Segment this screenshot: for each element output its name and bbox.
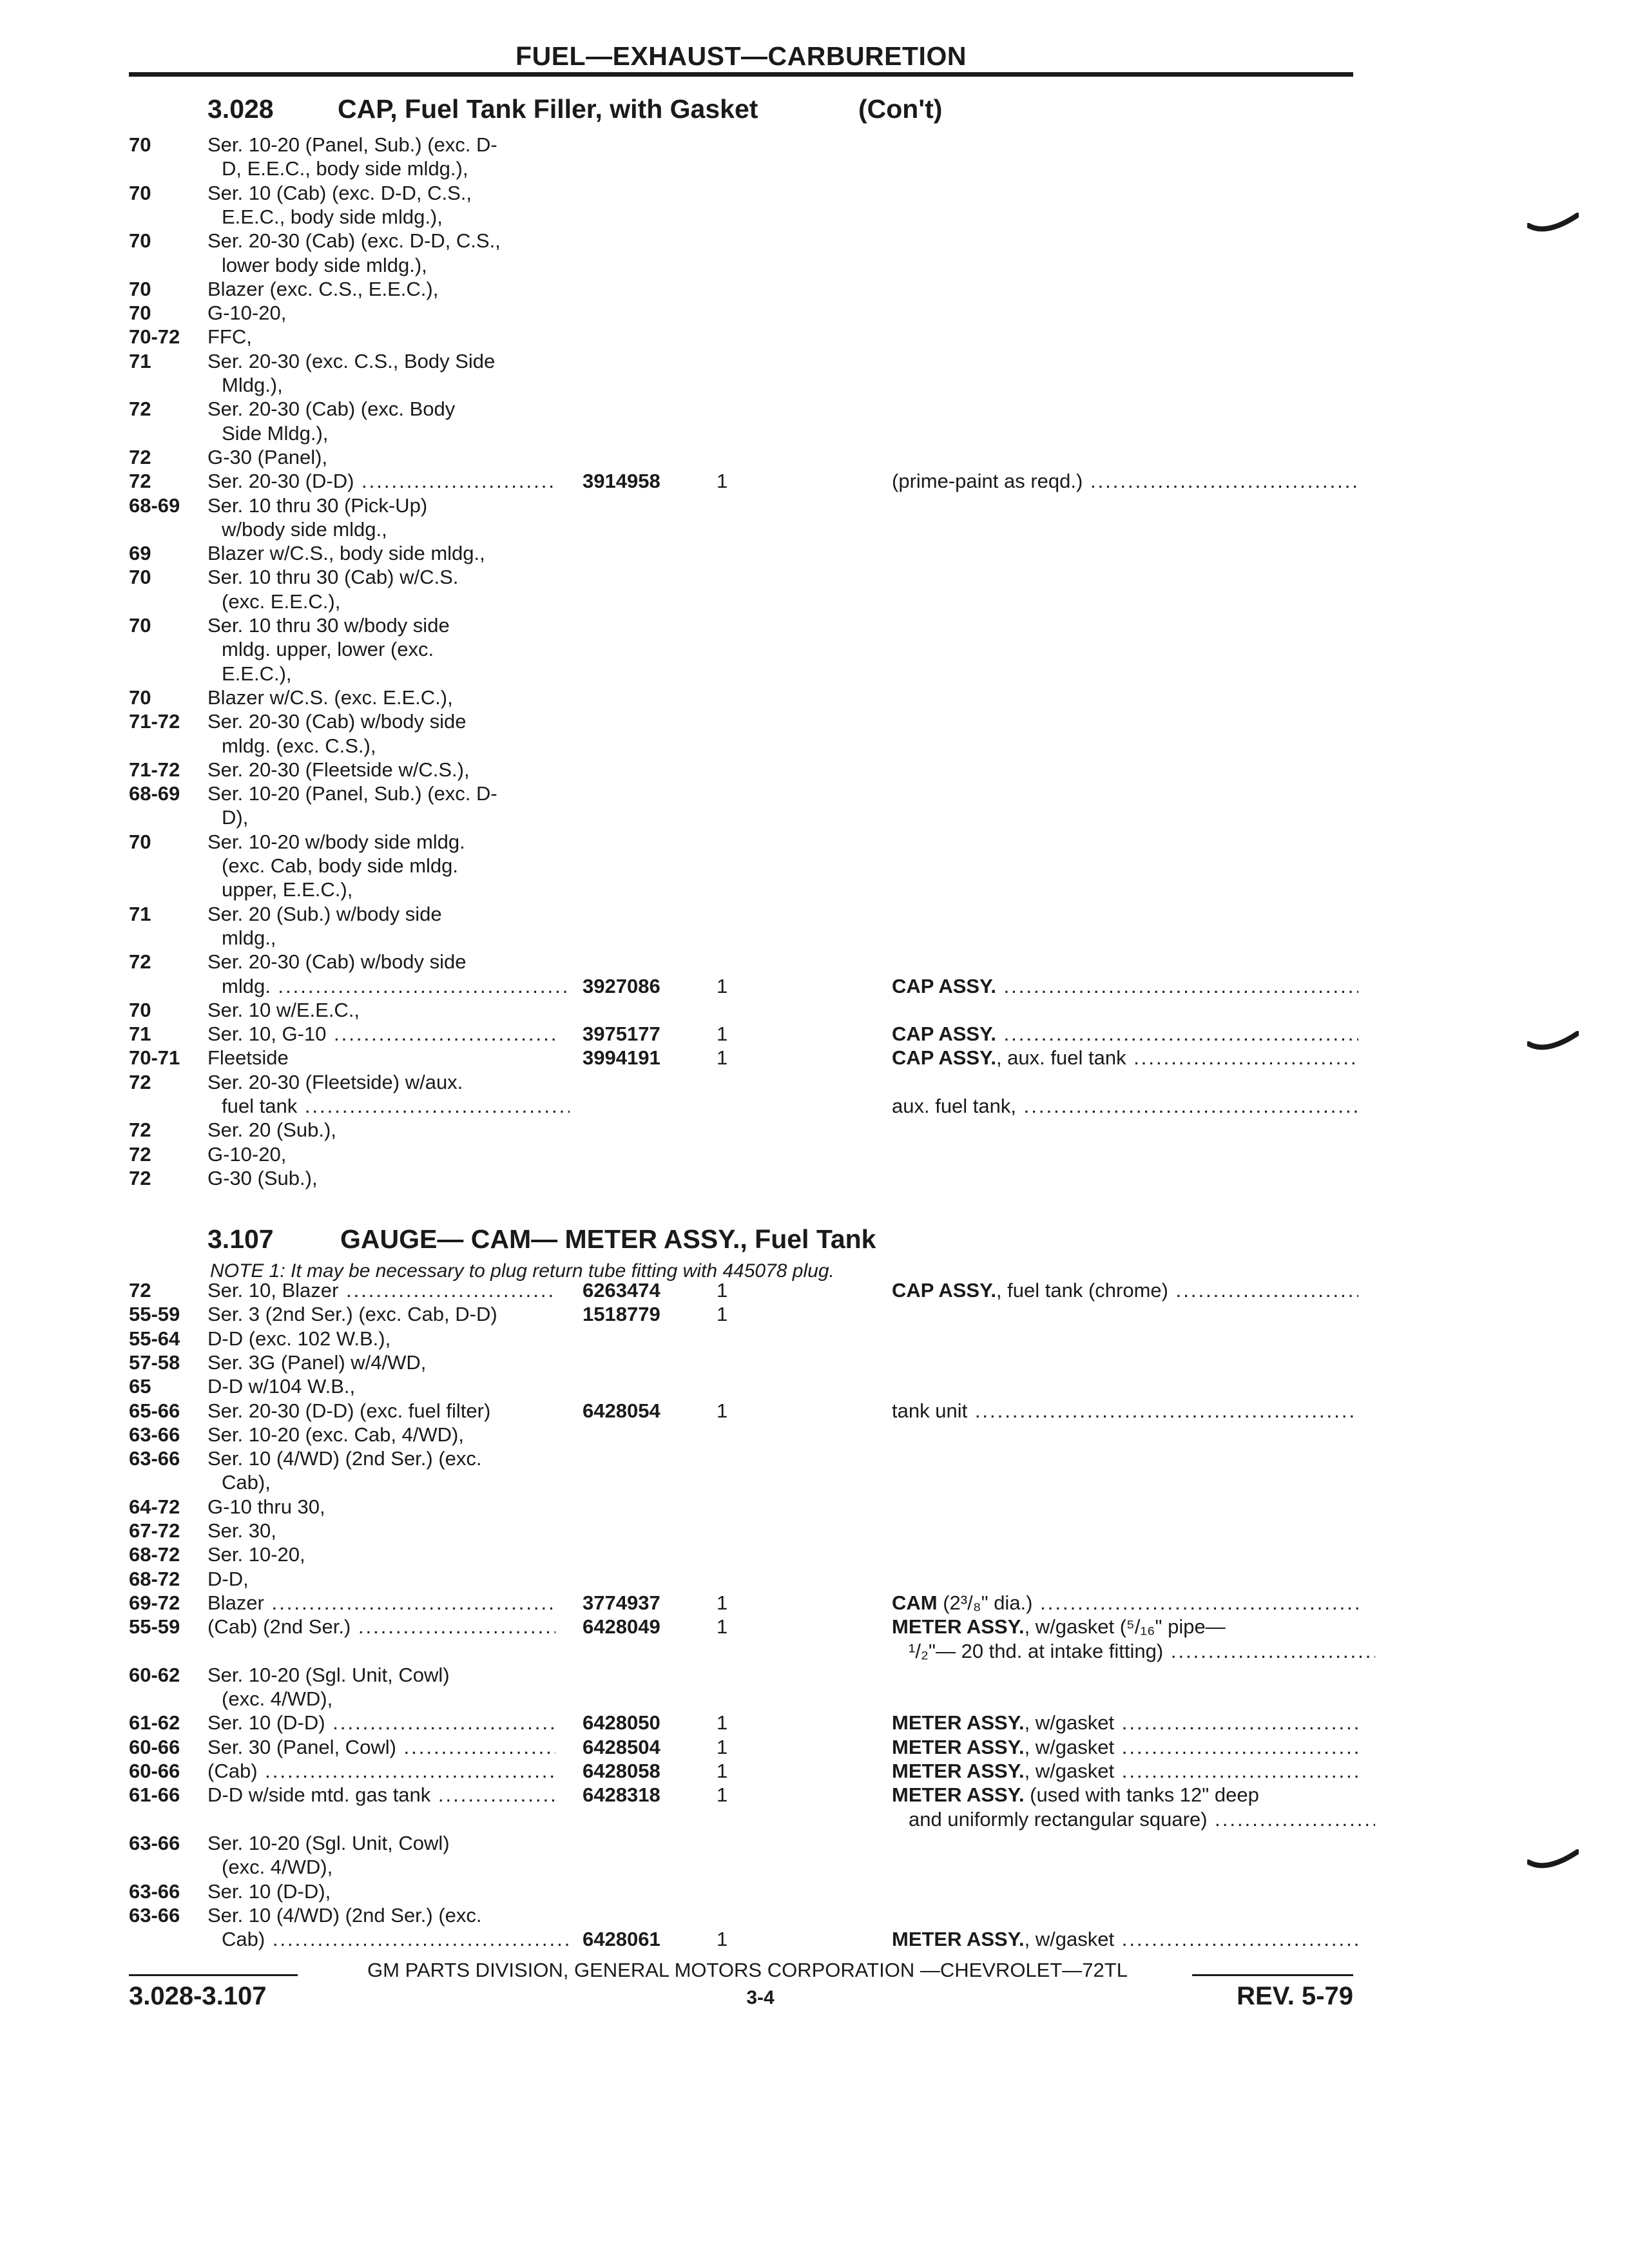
part-remark: CAP ASSY. ..... [892,974,1358,999]
table-row [0,565,1629,590]
part-number: 6428061 [583,1928,660,1951]
model-years: 70 [129,830,151,853]
model-description: Ser. 20-30 (Cab) w/body side [207,710,467,733]
model-years: 70 [129,229,151,253]
quantity: 1 [717,470,728,493]
model-years: 55-64 [129,1327,180,1350]
footer-rule-right [1192,1974,1353,1976]
model-description: Ser. 10 (4/WD) (2nd Ser.) (exc. [207,1447,482,1470]
model-description: D), [222,806,249,829]
model-years: 72 [129,398,151,421]
model-description: D-D w/104 W.B., [207,1375,356,1398]
table-row [0,469,1629,494]
model-years: 70 [129,614,151,637]
quantity: 1 [717,1591,728,1614]
model-years: 63-66 [129,1903,180,1927]
quantity: 1 [717,1046,728,1070]
model-years: 65 [129,1375,151,1398]
model-description: (exc. 4/WD), [222,1687,333,1711]
model-years: 72 [129,445,151,468]
part-remark: CAM (2³/₈" dia.) ..... [892,1591,1358,1615]
table-row [0,758,1629,782]
model-description: Ser. 20-30 (exc. C.S., Body Side [207,349,496,372]
table-row [0,782,1629,806]
model-description: Ser. 10 (Cab) (exc. D-D, C.S., [207,181,472,204]
model-description: Ser. 10 (4/WD) (2nd Ser.) (exc. [207,1903,482,1927]
table-row [0,1399,1629,1423]
table-row [0,590,1629,614]
model-years: 72 [129,950,151,974]
model-years: 72 [129,1142,151,1166]
table-row [0,373,1629,398]
model-years: 68-72 [129,1567,180,1590]
model-description: (Cab) ..... [207,1759,555,1783]
model-years: 68-72 [129,1543,180,1566]
quantity: 1 [717,1783,728,1807]
model-years: 70 [129,277,151,300]
table-row [0,205,1629,229]
part-number: 6263474 [583,1279,660,1302]
model-years: 72 [129,1166,151,1189]
part-number: 6428058 [583,1760,660,1782]
table-row [0,1567,1629,1591]
quantity: 1 [717,1023,728,1046]
part-remark: tank unit ..... [892,1399,1358,1423]
model-description: Ser. 20-30 (Cab) (exc. D-D, C.S., [207,229,501,253]
table-row [0,1591,1629,1615]
model-description: Ser. 10 thru 30 w/body side [207,614,450,637]
model-years: 61-66 [129,1783,180,1807]
table-row [0,1711,1629,1735]
table-row [0,253,1629,278]
table-row [0,926,1629,950]
footer-revision: REV. 5-79 [1237,1982,1353,2010]
model-description: Ser. 30 (Panel, Cowl) ..... [207,1735,555,1760]
model-description: Ser. 3G (Panel) w/4/WD, [207,1350,427,1374]
table-row [0,1735,1629,1760]
model-years: 63-66 [129,1831,180,1854]
table-row [0,854,1629,878]
part-remark: aux. fuel tank, ..... [892,1094,1358,1119]
model-description: G-10-20, [207,302,287,325]
model-description: Ser. 10-20 (exc. Cab, 4/WD), [207,1423,464,1446]
table-row [0,517,1629,542]
quantity: 1 [717,974,728,997]
model-description: Ser. 3 (2nd Ser.) (exc. Cab, D-D) [207,1303,497,1326]
model-description: G-30 (Panel), [207,445,328,468]
table-row [0,1470,1629,1495]
model-description: Ser. 20 (Sub.), [207,1119,336,1142]
table-row [0,950,1629,974]
model-description: Ser. 10 (D-D) ..... [207,1711,555,1735]
model-years: 61-62 [129,1711,180,1735]
model-years: 70 [129,686,151,709]
part-remark: METER ASSY., w/gasket ..... [892,1927,1358,1952]
quantity: 1 [717,1928,728,1951]
model-description: mldg. (exc. C.S.), [222,734,376,757]
model-description: D, E.E.C., body side mldg.), [222,157,468,180]
table-row [0,229,1629,253]
model-description: Blazer ..... [207,1591,555,1615]
model-description: G-10 thru 30, [207,1495,325,1518]
model-years: 63-66 [129,1447,180,1470]
model-description: Ser. 10 thru 30 (Pick-Up) [207,494,428,517]
model-years: 55-59 [129,1303,180,1326]
model-description: Cab) ..... [222,1927,570,1952]
part-number: 3994191 [583,1046,660,1070]
table-row [0,709,1629,734]
part-remark: and uniformly rectangular square) ..... [909,1807,1375,1832]
model-years: 60-66 [129,1760,180,1782]
part-number: 3774937 [583,1591,660,1614]
quantity: 1 [717,1399,728,1422]
model-years: 65-66 [129,1399,180,1422]
part-remark: CAP ASSY. ..... [892,1022,1358,1046]
model-years: 71-72 [129,710,180,733]
quantity: 1 [717,1303,728,1326]
table-row [0,1831,1629,1856]
model-description: Ser. 10-20 (Panel, Sub.) (exc. D- [207,133,497,156]
table-row [0,301,1629,325]
model-years: 71 [129,902,151,925]
model-description: upper, E.E.C.), [222,878,353,901]
table-row [0,1855,1629,1879]
model-description: D-D, [207,1567,249,1590]
model-years: 71 [129,1023,151,1046]
footer-section-range: 3.028-3.107 [129,1982,267,2010]
model-description: Mldg.), [222,374,283,396]
model-description: Blazer w/C.S., body side mldg., [207,542,485,565]
model-description: Ser. 10 (D-D), [207,1879,331,1903]
footer-text: GM PARTS DIVISION, GENERAL MOTORS CORPORATION —CHEVROLET—72TL [367,1959,1128,1981]
table-row [0,1094,1629,1119]
binding-mark-icon [1527,213,1579,238]
table-row [0,1350,1629,1375]
part-remark: METER ASSY., w/gasket ..... [892,1735,1358,1760]
part-remark: METER ASSY., w/gasket ..... [892,1759,1358,1783]
quantity: 1 [717,1760,728,1782]
table-row [0,157,1629,181]
part-remark: CAP ASSY., fuel tank (chrome) ..... [892,1278,1358,1303]
table-row [0,1118,1629,1142]
model-description: E.E.C., body side mldg.), [222,205,443,228]
model-description: Ser. 10-20 (Sgl. Unit, Cowl) [207,1831,450,1854]
model-years: 64-72 [129,1495,180,1518]
part-remark: (prime-paint as reqd.) ..... [892,469,1358,494]
model-description: Ser. 20 (Sub.) w/body side [207,902,442,925]
model-years: 69-72 [129,1591,180,1614]
table-row [0,662,1629,686]
table-row [0,1615,1629,1639]
model-years: 55-59 [129,1615,180,1639]
model-description: Ser. 10-20, [207,1543,305,1566]
model-description: Ser. 20-30 (Fleetside w/C.S.), [207,758,470,781]
model-years: 72 [129,470,151,493]
model-years: 72 [129,1119,151,1142]
table-row [0,325,1629,349]
model-years: 70-72 [129,325,180,349]
part-number: 6428050 [583,1711,660,1735]
part-remark: METER ASSY., w/gasket (⁵/₁₆" pipe— [892,1615,1226,1639]
table-row [0,830,1629,854]
model-description: G-10-20, [207,1142,287,1166]
table-row [0,1542,1629,1567]
model-years: 72 [129,1279,151,1302]
model-description: Fleetside [207,1046,289,1070]
table-row [0,1759,1629,1783]
model-years: 68-69 [129,494,180,517]
table-row [0,1639,1629,1664]
table-row [0,1278,1629,1303]
part-number: 6428049 [583,1615,660,1639]
model-description: Blazer (exc. C.S., E.E.C.), [207,277,439,300]
model-description: Ser. 20-30 (Fleetside) w/aux. [207,1070,463,1093]
quantity: 1 [717,1735,728,1758]
model-years: 72 [129,1070,151,1093]
table-row [0,421,1629,446]
quantity: 1 [717,1615,728,1639]
table-row [0,1663,1629,1687]
table-row [0,445,1629,470]
model-years: 69 [129,542,151,565]
table-row [0,1046,1629,1070]
table-row [0,277,1629,302]
model-years: 70 [129,181,151,204]
table-row [0,686,1629,710]
table-row [0,1519,1629,1543]
part-remark: CAP ASSY., aux. fuel tank ..... [892,1046,1358,1070]
model-years: 68-69 [129,782,180,805]
table-row [0,1783,1629,1807]
model-description: mldg., [222,926,276,949]
table-row [0,974,1629,999]
model-description: Ser. 20-30 (Cab) w/body side [207,950,467,974]
model-description: Ser. 10 thru 30 (Cab) w/C.S. [207,566,459,589]
model-description: Blazer w/C.S. (exc. E.E.C.), [207,686,453,709]
table-row [0,1687,1629,1711]
table-row [0,1807,1629,1832]
model-years: 63-66 [129,1879,180,1903]
model-description: Ser. 10-20 w/body side mldg. [207,830,465,853]
section-title: CAP, Fuel Tank Filler, with Gasket [338,94,758,124]
model-years: 70 [129,566,151,589]
table-row [0,878,1629,902]
table-row [0,637,1629,662]
table-row [0,494,1629,518]
part-number: 3927086 [583,974,660,997]
model-description: Ser. 10, G-10 ..... [207,1022,555,1046]
part-number: 6428054 [583,1399,660,1422]
model-description: (exc. E.E.C.), [222,590,341,613]
table-row [0,541,1629,566]
table-row [0,613,1629,638]
footer-page-number: 3-4 [746,1987,775,2008]
table-row [0,1903,1629,1928]
section-cont: (Con't) [858,94,943,124]
model-description: Ser. 20-30 (Cab) (exc. Body [207,398,456,421]
table-row [0,1166,1629,1191]
model-description: D-D w/side mtd. gas tank ..... [207,1783,555,1807]
model-years: 63-66 [129,1423,180,1446]
table-row [0,1423,1629,1447]
table-row [0,133,1629,157]
footer-rule-left [129,1974,298,1976]
model-description: mldg. upper, lower (exc. [222,638,434,661]
model-description: Ser. 10-20 (Panel, Sub.) (exc. D- [207,782,497,805]
part-remark: METER ASSY., w/gasket ..... [892,1711,1358,1735]
binding-mark-icon [1527,1031,1579,1057]
part-remark: METER ASSY. (used with tanks 12" deep [892,1783,1259,1807]
section-number: 3.028 [207,94,274,124]
table-row [0,1374,1629,1399]
table-row [0,805,1629,830]
model-description: FFC, [207,325,252,349]
model-years: 60-66 [129,1735,180,1758]
section-number: 3.107 [207,1224,274,1254]
model-description: Ser. 20-30 (D-D) ..... [207,469,555,494]
table-row [0,734,1629,758]
binding-mark-icon [1527,1849,1579,1875]
model-years: 71 [129,349,151,372]
part-remark: ¹/₂"— 20 thd. at intake fitting) ..... [909,1639,1375,1664]
table-row [0,1142,1629,1167]
table-row [0,1022,1629,1046]
table-row [0,902,1629,927]
model-description: G-30 (Sub.), [207,1166,318,1189]
table-row [0,998,1629,1023]
model-description: D-D (exc. 102 W.B.), [207,1327,391,1350]
quantity: 1 [717,1711,728,1735]
model-description: mldg. ..... [222,974,570,999]
part-number: 3914958 [583,470,660,493]
quantity: 1 [717,1279,728,1302]
model-years: 70-71 [129,1046,180,1070]
model-description: Cab), [222,1471,271,1494]
model-description: Ser. 10-20 (Sgl. Unit, Cowl) [207,1663,450,1686]
table-row [0,1302,1629,1327]
model-years: 67-72 [129,1519,180,1542]
part-number: 1518779 [583,1303,660,1326]
table-row [0,397,1629,421]
model-description: (exc. 4/WD), [222,1856,333,1879]
section-title: GAUGE— CAM— METER ASSY., Fuel Tank [340,1224,876,1254]
table-row [0,1495,1629,1519]
table-row [0,1446,1629,1471]
model-years: 70 [129,302,151,325]
model-years: 70 [129,133,151,156]
model-years: 60-62 [129,1663,180,1686]
header-rule [129,72,1353,77]
section-note: NOTE 1: It may be necessary to plug return tube fitting with 445078 plug. [210,1260,834,1282]
part-number: 3975177 [583,1023,660,1046]
table-row [0,1879,1629,1904]
model-description: (Cab) (2nd Ser.) ..... [207,1615,555,1639]
model-description: Ser. 20-30 (D-D) (exc. fuel filter) [207,1399,491,1422]
table-row [0,1927,1629,1952]
model-description: Ser. 30, [207,1519,276,1542]
model-description: fuel tank ..... [222,1094,570,1119]
table-row [0,1070,1629,1095]
model-description: E.E.C.), [222,662,292,685]
table-row [0,181,1629,206]
table-row [0,349,1629,374]
table-row [0,1327,1629,1351]
part-number: 6428504 [583,1735,660,1758]
model-description: Ser. 10, Blazer ..... [207,1278,555,1303]
model-years: 71-72 [129,758,180,781]
model-description: lower body side mldg.), [222,253,427,276]
part-number: 6428318 [583,1783,660,1807]
model-description: w/body side mldg., [222,517,387,541]
model-description: Side Mldg.), [222,421,329,445]
model-years: 57-58 [129,1350,180,1374]
page-header-title: FUEL—EXHAUST—CARBURETION [516,41,967,71]
model-description: (exc. Cab, body side mldg. [222,854,459,877]
model-description: Ser. 10 w/E.E.C., [207,998,360,1021]
model-years: 70 [129,998,151,1021]
